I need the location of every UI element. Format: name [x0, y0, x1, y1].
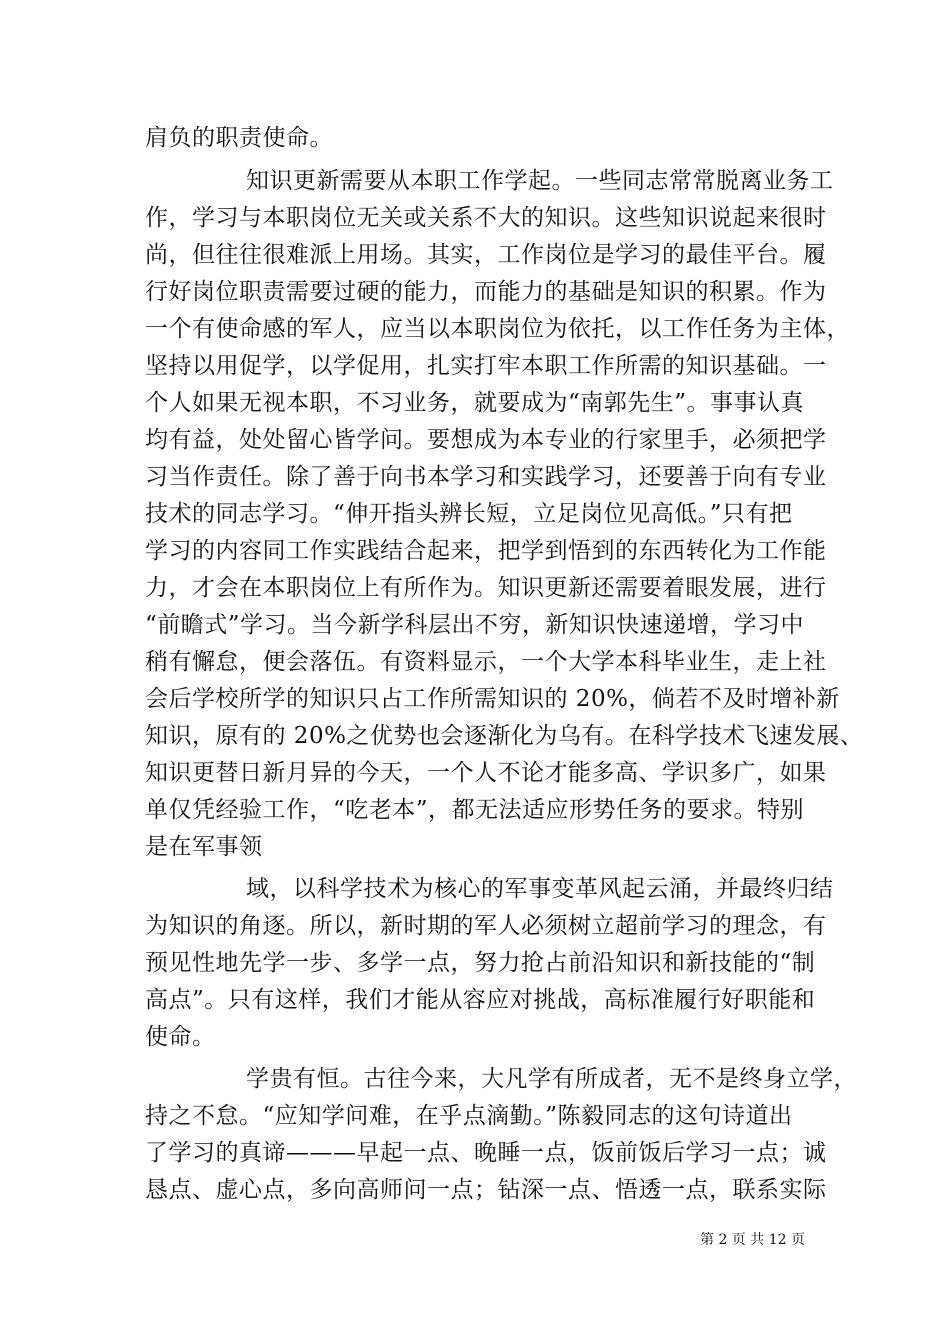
body-text-line: 单仅凭经验工作，“吃老本”，都无法适应形势任务的要求。特别: [145, 797, 805, 823]
body-text-line: 会后学校所学的知识只占工作所需知识的 20%，倘若不及时增补新: [145, 686, 840, 712]
body-text-line: “前瞻式”学习。当今新学科层出不穷，新知识快速递增，学习中: [145, 612, 805, 638]
paragraph-start-line: 学贵有恒。古往今来，大凡学有所成者，无不是终身立学，: [246, 1066, 857, 1092]
body-text-line: 预见性地先学一步、多学一点，努力抢占前沿知识和新技能的“制: [145, 950, 816, 976]
body-text-line: 稍有懈怠，便会落伍。有资料显示，一个大学本科毕业生，走上社: [145, 649, 827, 675]
body-text-line: 作，学习与本职岗位无关或关系不大的知识。这些知识说起来很时: [145, 205, 827, 231]
body-text-line: 均有益，处处留心皆学问。要想成为本专业的行家里手，必须把学: [145, 427, 827, 453]
page-number-footer: 第 2 页 共 12 页: [700, 1232, 805, 1248]
body-text-line: 恳点、虚心点，多向高师问一点；钻深一点、悟透一点，联系实际: [145, 1177, 827, 1203]
body-text-line: 坚持以用促学，以学促用，扎实打牢本职工作所需的知识基础。一: [145, 353, 827, 379]
body-text-line: 个人如果无视本职，不习业务，就要成为“南郭先生”。事事认真: [145, 390, 805, 416]
body-text-line: 高点”。只有这样，我们才能从容应对挑战，高标准履行好职能和: [145, 987, 816, 1013]
body-text-line: 使命。: [145, 1024, 216, 1050]
body-text-line: 是在军事领: [145, 834, 263, 860]
body-text-line: 学习的内容同工作实践结合起来，把学到悟到的东西转化为工作能: [145, 538, 827, 564]
body-text-line: 肩负的职责使命。: [145, 125, 333, 151]
body-text-line: 技术的同志学习。“伸开指头辨长短，立足岗位见高低。”只有把: [145, 501, 793, 527]
body-text-line: 行好岗位职责需要过硬的能力，而能力的基础是知识的积累。作为: [145, 279, 827, 305]
body-text-line: 为知识的角逐。所以，新时期的军人必须树立超前学习的理念，有: [145, 913, 827, 939]
body-text-line: 持之不怠。“应知学问难，在乎点滴勤。”陈毅同志的这句诗道出: [145, 1103, 793, 1129]
body-text-line: 了学习的真谛———早起一点、晚睡一点，饭前饭后学习一点；诚: [145, 1140, 827, 1166]
body-text-line: 知识，原有的 20%之优势也会逐渐化为乌有。在科学技术飞速发展、: [145, 723, 864, 749]
body-text-line: 一个有使命感的军人，应当以本职岗位为依托，以工作任务为主体，: [145, 316, 850, 342]
body-text-line: 知识更替日新月异的今天，一个人不论才能多高、学识多广，如果: [145, 760, 827, 786]
body-text-line: 习当作责任。除了善于向书本学习和实践学习，还要善于向有专业: [145, 464, 827, 490]
paragraph-start-line: 知识更新需要从本职工作学起。一些同志常常脱离业务工: [246, 168, 834, 194]
body-text-line: 力，才会在本职岗位上有所作为。知识更新还需要着眼发展，进行: [145, 575, 827, 601]
paragraph-start-line: 域，以科学技术为核心的军事变革风起云涌，并最终归结: [246, 876, 834, 902]
body-text-line: 尚，但往往很难派上用场。其实，工作岗位是学习的最佳平台。履: [145, 242, 827, 268]
